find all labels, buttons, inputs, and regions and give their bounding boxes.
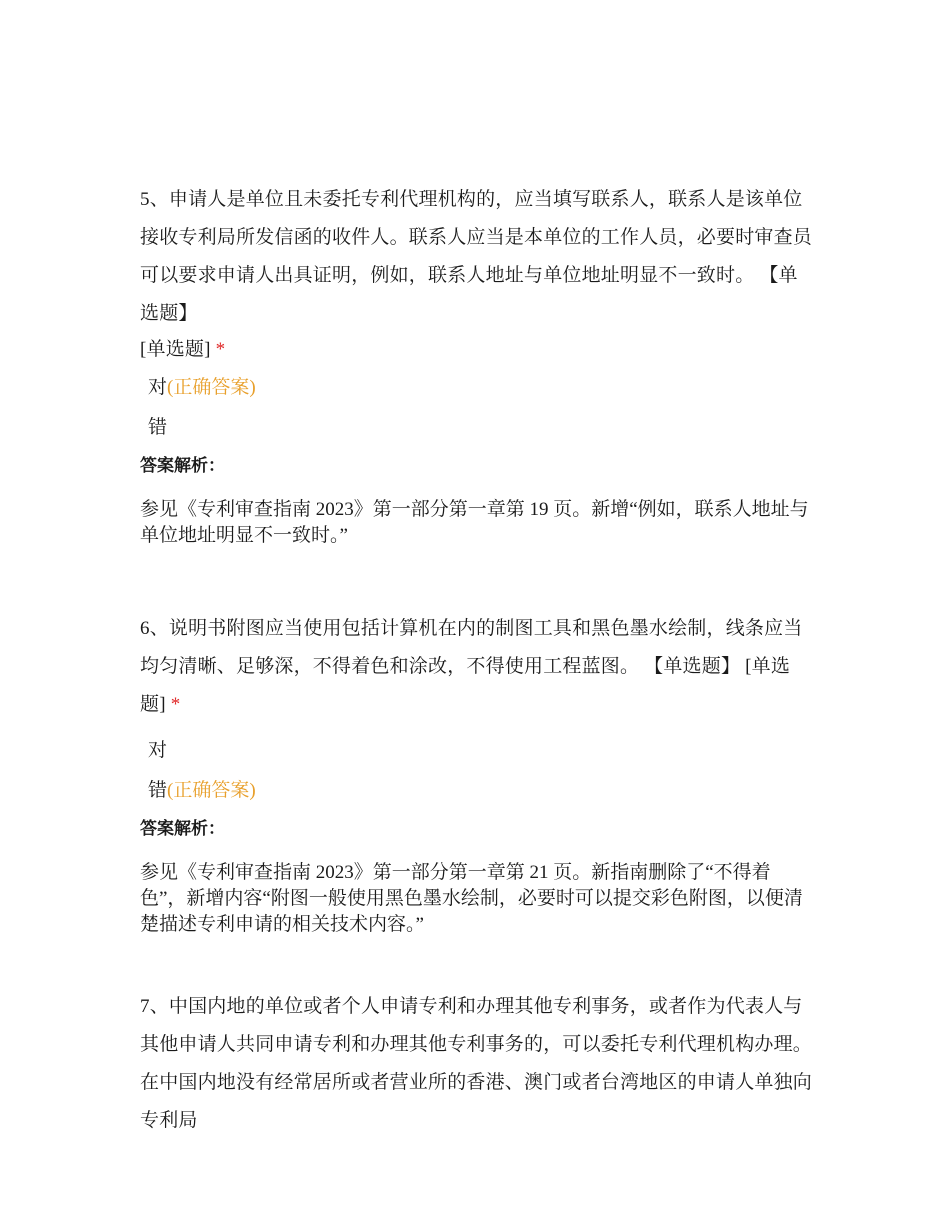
option-label: 对 [148, 377, 168, 398]
question-type-bracket: [单选题] [140, 339, 211, 360]
option-item[interactable] [140, 377, 815, 399]
option-item[interactable] [140, 740, 815, 762]
question-type-line [140, 333, 815, 367]
question-number: 7、 [140, 996, 169, 1017]
required-mark: * [215, 339, 226, 360]
question-text: 说明书附图应当使用包括计算机在内的制图工具和黑色墨水绘制，线条应当均匀清晰、足够深，不得着色和涂改，不得使用工程蓝图。 [140, 618, 803, 677]
question-type-tag: 【单选题】 [639, 656, 741, 677]
analysis-label: 答案解析： [140, 456, 225, 476]
option-label: 错 [148, 417, 168, 438]
question-stem [140, 181, 815, 333]
analysis-text: 参见《专利审查指南 2023》第一部分第一章第 19 页。新增“例如，联系人地址与单位地址明显不一致时。” [140, 499, 809, 546]
option-item[interactable] [140, 417, 815, 439]
analysis-text: 参见《专利审查指南 2023》第一部分第一章第 21 页。新指南删除了“不得着色”，新增内容“附图一般使用黑色墨水绘制，必要时可以提交彩色附图，以便清楚描述专利申请的相关技术内容。” [140, 862, 803, 935]
question-number: 6、 [140, 618, 169, 639]
option-label: 错 [148, 780, 168, 801]
question-text: 申请人是单位且未委托专利代理机构的，应当填写联系人，联系人是该单位接收专利局所发信函的收件人。联系人应当是本单位的工作人员，必要时审查员可以要求申请人出具证明，例如，联系人地址与单位地址明显不一致时。 [140, 189, 813, 286]
question-number: 5、 [140, 189, 169, 210]
question-stem [140, 988, 815, 1140]
question-7 [140, 988, 815, 1140]
correct-answer-tag: (正确答案) [167, 780, 256, 801]
required-mark: * [170, 694, 181, 715]
question-type-bracket: [单选题] [140, 656, 791, 715]
question-type-tag: 【单选题】 [140, 265, 798, 324]
question-6 [140, 610, 815, 938]
question-5 [140, 181, 815, 549]
option-label: 对 [148, 740, 168, 761]
question-text: 中国内地的单位或者个人申请专利和办理其他专利事务，或者作为代表人与其他申请人共同申请专利和办理其他专利事务的，可以委托专利代理机构办理。在中国内地没有经常居所或者营业所的香港、澳门或者台湾地区的申请人单独向专利局 [140, 996, 813, 1131]
question-stem [140, 610, 815, 724]
correct-answer-tag: (正确答案) [167, 377, 256, 398]
option-item[interactable] [140, 780, 815, 802]
analysis-label: 答案解析： [140, 819, 225, 839]
